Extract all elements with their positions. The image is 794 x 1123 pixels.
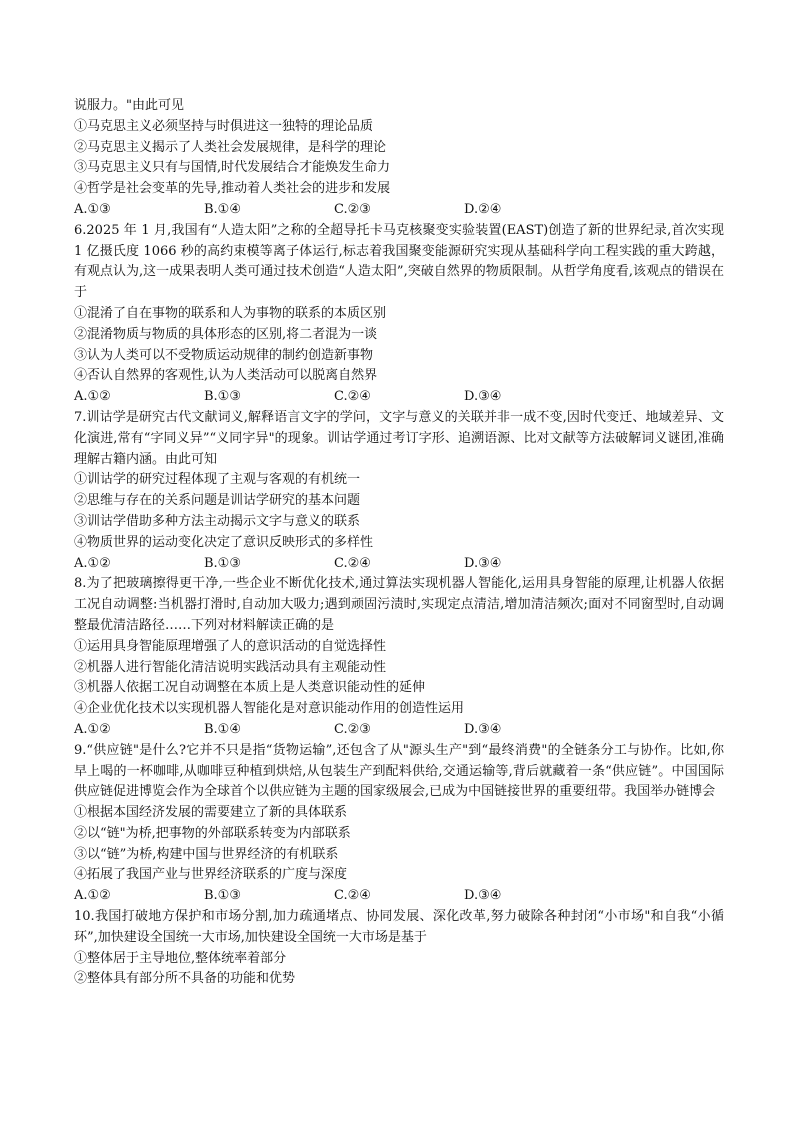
question-8 [74,574,724,740]
answer-options [74,720,724,741]
question-7 [74,408,724,574]
answer-options [74,554,724,575]
statement-item: ④否认自然界的客观性,认为人类活动可以脱离自然界 [74,368,378,384]
statement-item: ④企业优化技术以实现机器人智能化是对意识能动作用的创造性运用 [74,701,465,717]
statement-item: ②整体具有部分所不具备的功能和优势 [74,971,296,987]
statement-item: ④哲学是社会变革的先导,推动着人类社会的进步和发展 [74,181,391,197]
option-c: C.②③ [334,721,371,737]
option-c: C.②③ [334,201,371,217]
statement-item: ③以“链”为桥,构建中国与世界经济的有机联系 [74,846,339,862]
question-stem: 7.训诂学是研究古代文献词义,解释语言文字的学问，文字与意义的关联并非一成不变,因时代变迁、地域差异、文化演进,常有“字同义异”“义同字异"的现象。训诂学通过考订字形、追溯语源、比对文献等方法破解词义谜团,准确理解古籍内涵。由此可知 [74,409,724,467]
answer-options [74,200,724,221]
option-c: C.②④ [334,555,371,571]
statement-item: ①训诂学的研究过程体现了主观与客观的有机统一 [74,472,361,488]
option-a: A.①② [74,389,111,405]
question-9 [74,741,724,907]
question-5-tail [74,96,724,221]
statement-item: ③认为人类可以不受物质运动规律的制约创造新事物 [74,347,374,363]
option-d: D.②④ [464,201,502,217]
statement-item: ②机器人进行智能化清洁说明实践活动具有主观能动性 [74,659,387,675]
question-stem-tail: 说服力。"由此可见 [74,98,184,113]
option-b: B.①③ [204,389,241,405]
statement-item: ④物质世界的运动变化决定了意识反映形式的多样性 [74,534,374,550]
question-stem: 6.2025 年 1 月,我国有“人造太阳”之称的全超导托卡马克核聚变实验装置(EAST)创造了新的世界纪录,首次实现 1 亿摄氏度 1066 秒的高约束模等离子体运行,标志着我国聚变能源研究实现从基础科学向工程实践的重大跨越，有观点认为,这一成果表明人类可通过技术创造“人造太阳”,突破自然界的物质限制。从哲学角度看,该观点的错误在于 [74,222,724,301]
option-b: B.①③ [204,555,241,571]
option-a: A.①② [74,888,111,904]
option-a: A.①② [74,721,111,737]
statement-item: ①运用具身智能原理增强了人的意识活动的自觉选择性 [74,638,387,654]
statement-item: ②马克思主义揭示了人类社会发展规律，是科学的理论 [74,139,387,155]
option-a: A.①③ [74,201,111,217]
option-d: D.③④ [464,555,502,571]
statement-item: ①根据本国经济发展的需要建立了新的具体联系 [74,805,348,821]
option-c: C.②④ [334,389,371,405]
answer-options [74,886,724,907]
option-a: A.①② [74,555,111,571]
option-b: B.①④ [204,201,241,217]
question-stem: 9.“供应链"是什么?它并不只是指“货物运输”,还包含了从"源头生产"到“最终消费"的全链条分工与协作。比如,你早上喝的一杯咖啡,从咖啡豆种植到烘焙,从包装生产到配料供给,交通运输等,背后就藏着一条“供应链”。中国国际供应链促进博览会作为全球首个以供应链为主题的国家级展会,已成为中国链接世界的重要纽带。我国举办链博会 [74,742,724,800]
statement-item: ③训诂学借助多种方法主动揭示文字与意义的联系 [74,513,361,529]
statement-item: ③马克思主义只有与国情,时代发展结合才能焕发生命力 [74,160,391,176]
option-b: B.①③ [204,888,241,904]
question-10 [74,907,724,990]
statement-item: ①整体居于主导地位,整体统率着部分 [74,950,287,966]
option-d: D.③④ [464,721,502,737]
option-b: B.①④ [204,721,241,737]
statement-item: ②以“链"为桥,把事物的外部联系转变为内部联系 [74,825,351,841]
statement-item: ①混淆了自在事物的联系和人为事物的联系的本质区别 [74,305,387,321]
statement-item: ④拓展了我国产业与世界经济联系的广度与深度 [74,867,348,883]
statement-item: ②混淆物质与物质的具体形态的区别,将二者混为一谈 [74,326,378,342]
statement-item: ③机器人依据工况自动调整在本质上是人类意识能动性的延伸 [74,680,426,696]
statement-item: ①马克思主义必须坚持与时俱进这一独特的理论品质 [74,118,374,134]
answer-options [74,387,724,408]
option-d: D.③④ [464,888,502,904]
question-6 [74,221,724,408]
question-stem: 10.我国打破地方保护和市场分割,加力疏通堵点、协同发展、深化改革,努力破除各种封闭“小市场"和自我“小循环”,加快建设全国统一大市场,加快建设全国统一大市场是基于 [74,909,724,945]
option-d: D.③④ [464,389,502,405]
question-stem: 8.为了把玻璃擦得更干净,一些企业不断优化技术,通过算法实现机器人智能化,运用具身智能的原理,让机器人依据工况自动调整:当机器打滑时,自动加大吸力;遇到顽固污渍时,实现定点清洁,增加清洁频次;面对不同窗型时,自动调整最优清洁路径……下列对材料解读正确的是 [74,576,724,633]
statement-item: ②思维与存在的关系问题是训诂学研究的基本问题 [74,493,361,509]
option-c: C.②④ [334,888,371,904]
